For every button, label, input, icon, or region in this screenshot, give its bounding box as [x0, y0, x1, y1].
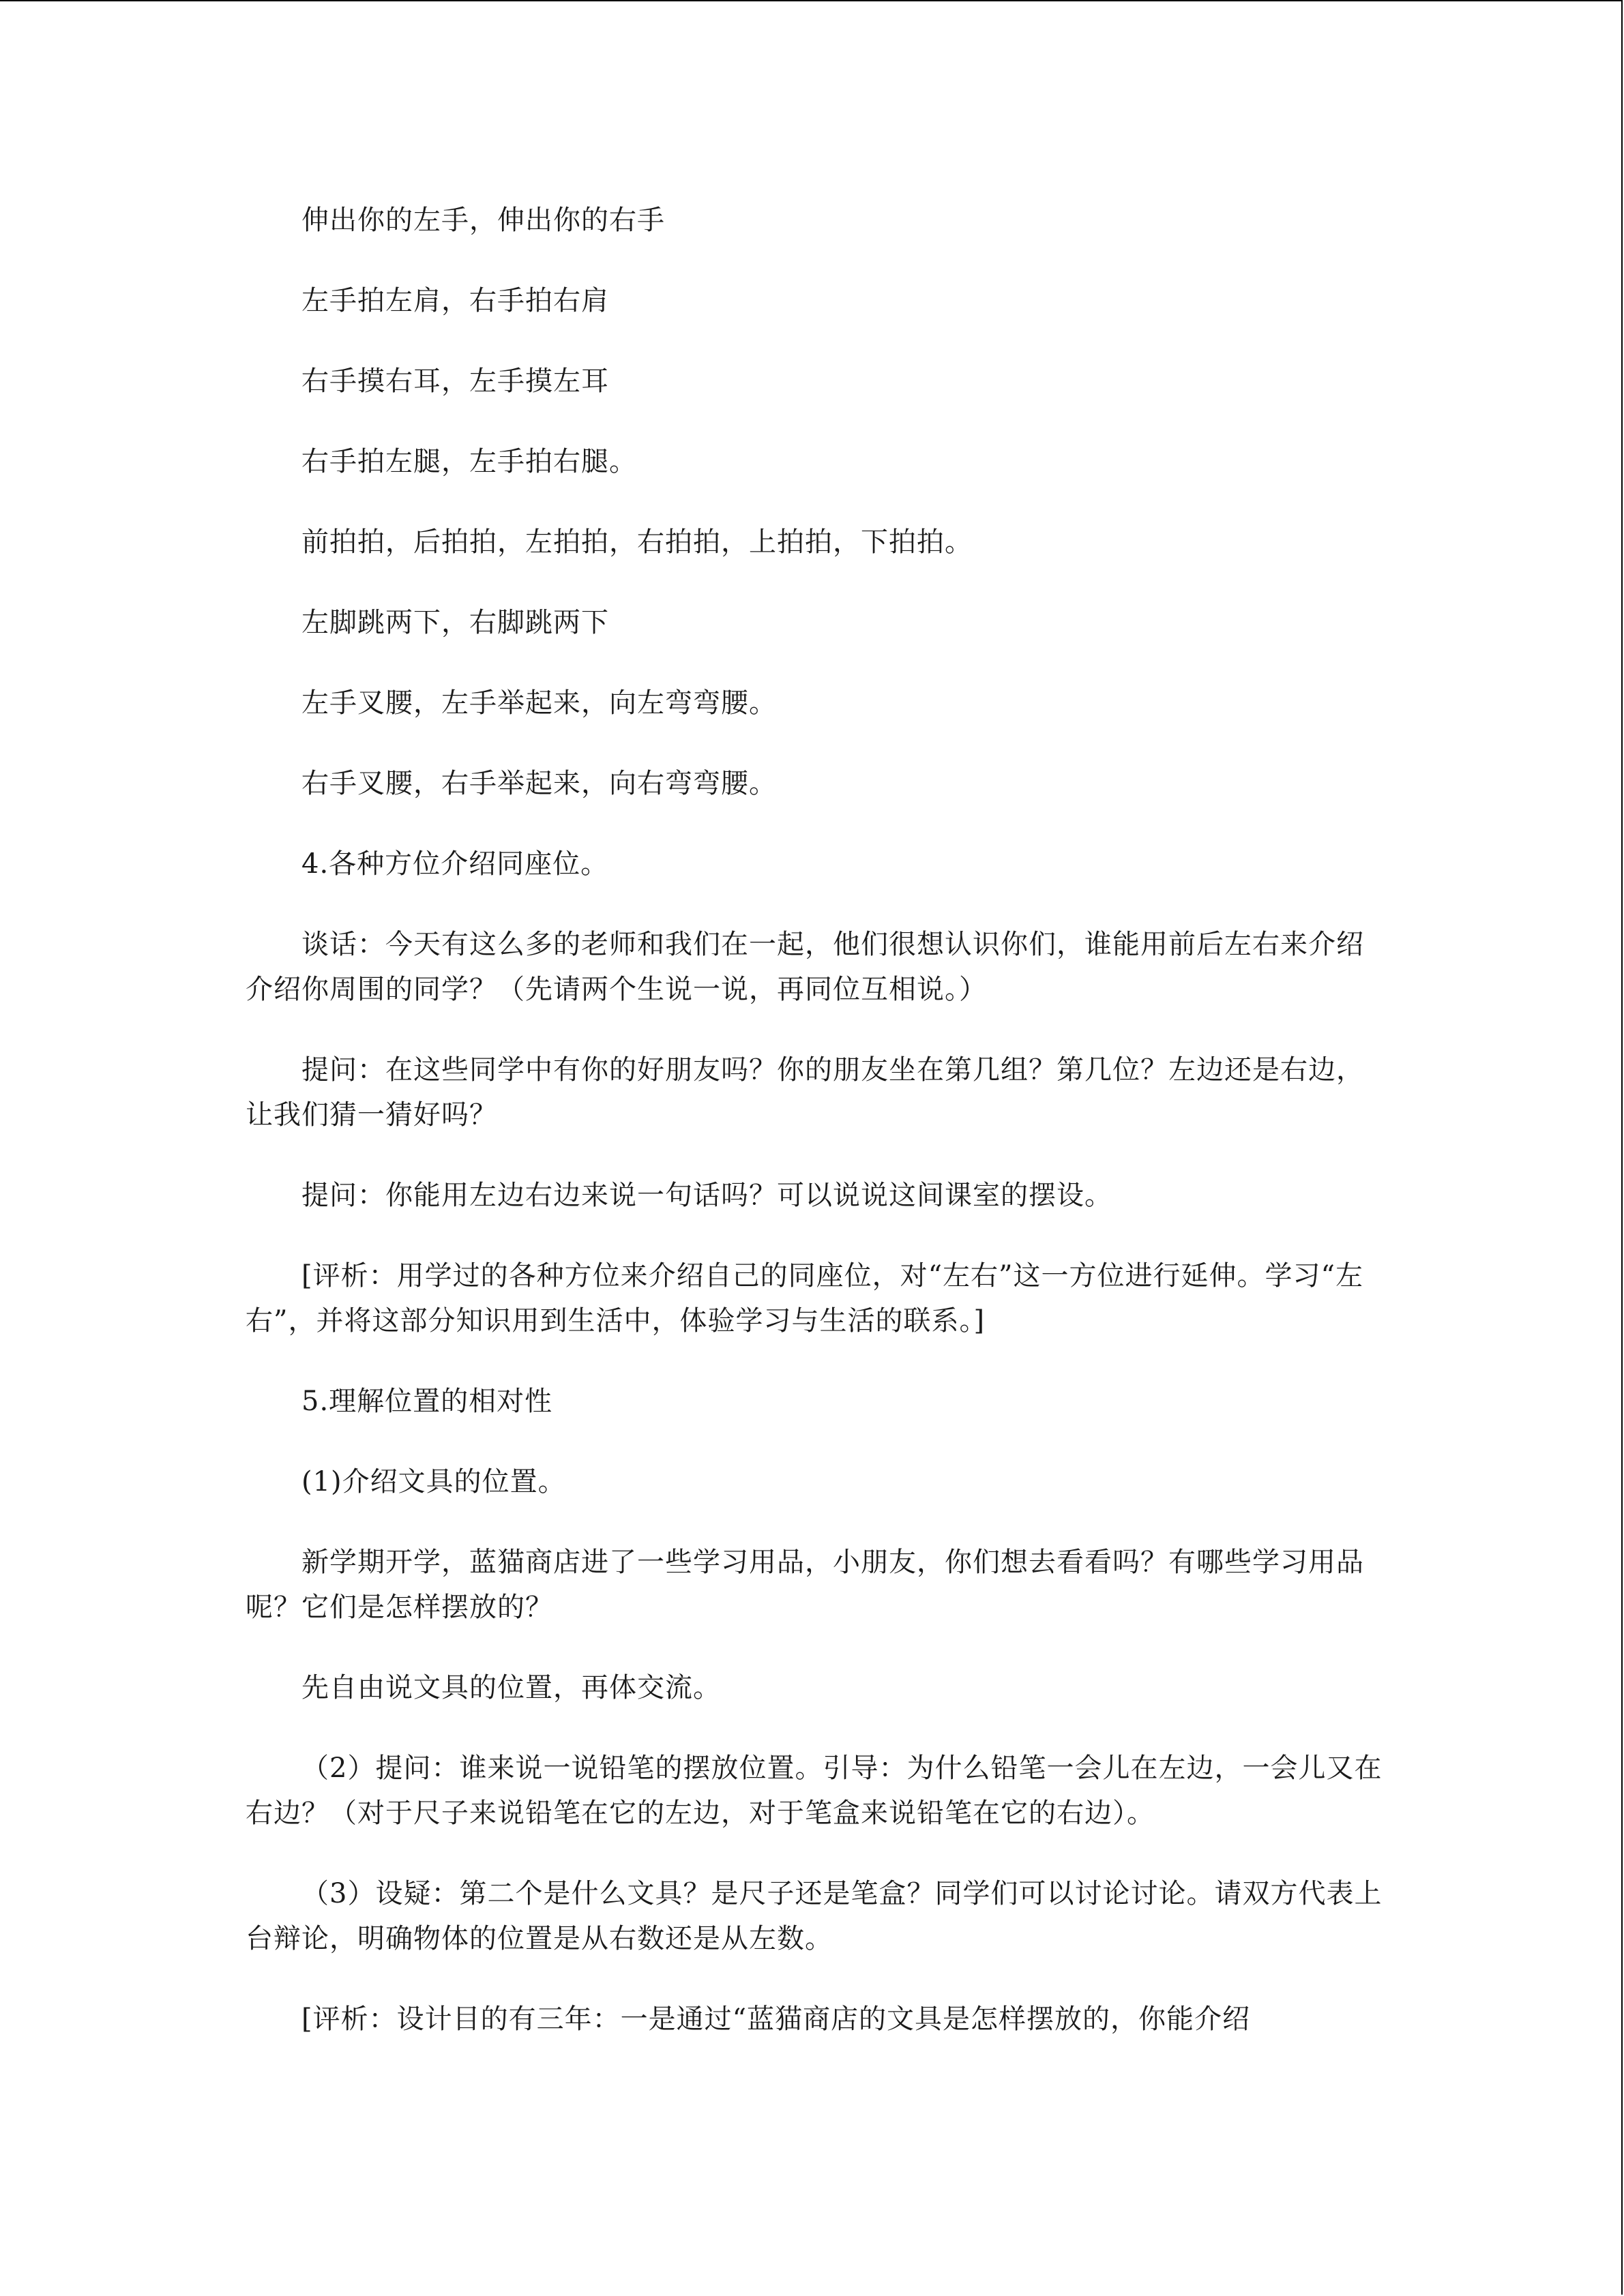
paragraph-gap: [246, 323, 1385, 359]
paragraph-14: 5.理解位置的相对性: [301, 1386, 553, 1417]
paragraph-gap: [246, 886, 1385, 922]
paragraph-gap: [246, 1836, 1385, 1871]
paragraph-gap: [246, 1218, 1385, 1253]
paragraph-gap: [246, 1504, 1385, 1540]
paragraph-gap: [246, 1343, 1385, 1379]
paragraph-gap: [246, 565, 1385, 600]
paragraph-gap: [246, 1137, 1385, 1173]
paragraph-gap: [246, 1961, 1385, 1997]
paragraph-1: 伸出你的左手，伸出你的右手: [301, 205, 665, 236]
paragraph-19: （3）设疑：第二个是什么文具？是尺子还是笔盒？同学们可以讨论讨论。请双方代表上台辩论，明确物体的位置是从右数还是从左数。: [246, 1878, 1383, 1954]
document-body: [246, 198, 1385, 2042]
paragraph-gap: [246, 243, 1385, 278]
paragraph-gap: [246, 1012, 1385, 1047]
paragraph-gap: [246, 404, 1385, 439]
paragraph-13: [评析：用学过的各种方位来介绍自己的同座位，对“左右”这一方位进行延伸。学习“左右”，并将这部分知识用到生活中，体验学习与生活的联系。]: [246, 1260, 1363, 1337]
paragraph-8: 右手叉腰，右手举起来，向右弯弯腰。: [301, 768, 777, 799]
paragraph-gap: [246, 1710, 1385, 1746]
paragraph-6: 左脚跳两下，右脚跳两下: [301, 607, 609, 638]
paragraph-16: 新学期开学，蓝猫商店进了一些学习用品，小朋友，你们想去看看吗？有哪些学习用品呢？它们是怎样摆放的？: [246, 1547, 1364, 1623]
paragraph-10: 谈话：今天有这么多的老师和我们在一起，他们很想认识你们，谁能用前后左右来介绍介绍你周围的同学？（先请两个生说一说，再同位互相说。）: [246, 929, 1364, 1005]
paragraph-gap: [246, 645, 1385, 681]
paragraph-17: 先自由说文具的位置，再体交流。: [301, 1672, 721, 1703]
paragraph-gap: [246, 1630, 1385, 1665]
paragraph-4: 右手拍左腿，左手拍右腿。: [301, 446, 637, 477]
paragraph-15: (1)介绍文具的位置。: [301, 1466, 566, 1497]
paragraph-12: 提问：你能用左边右边来说一句话吗？可以说说这间课室的摆设。: [301, 1180, 1112, 1211]
paragraph-11: 提问：在这些同学中有你的好朋友吗？你的朋友坐在第几组？第几位？左边还是右边，让我们猜一猜好吗？: [246, 1054, 1364, 1131]
paragraph-gap: [246, 806, 1385, 841]
paragraph-5: 前拍拍，后拍拍，左拍拍，右拍拍，上拍拍，下拍拍。: [301, 526, 973, 558]
paragraph-gap: [246, 726, 1385, 761]
paragraph-9: 4.各种方位介绍同座位。: [301, 848, 609, 880]
paragraph-gap: [246, 484, 1385, 520]
paragraph-20: [评析：设计目的有三年：一是通过“蓝猫商店的文具是怎样摆放的，你能介绍: [301, 2003, 1251, 2035]
paragraph-gap: [246, 1424, 1385, 1459]
paragraph-3: 右手摸右耳，左手摸左耳: [301, 366, 609, 397]
paragraph-18: （2）提问：谁来说一说铅笔的摆放位置。引导：为什么铅笔一会儿在左边，一会儿又在右边？（对于尺子来说铅笔在它的左边，对于笔盒来说铅笔在它的右边）。: [246, 1753, 1383, 1829]
paragraph-7: 左手叉腰，左手举起来，向左弯弯腰。: [301, 687, 777, 719]
paragraph-2: 左手拍左肩，右手拍右肩: [301, 285, 609, 316]
